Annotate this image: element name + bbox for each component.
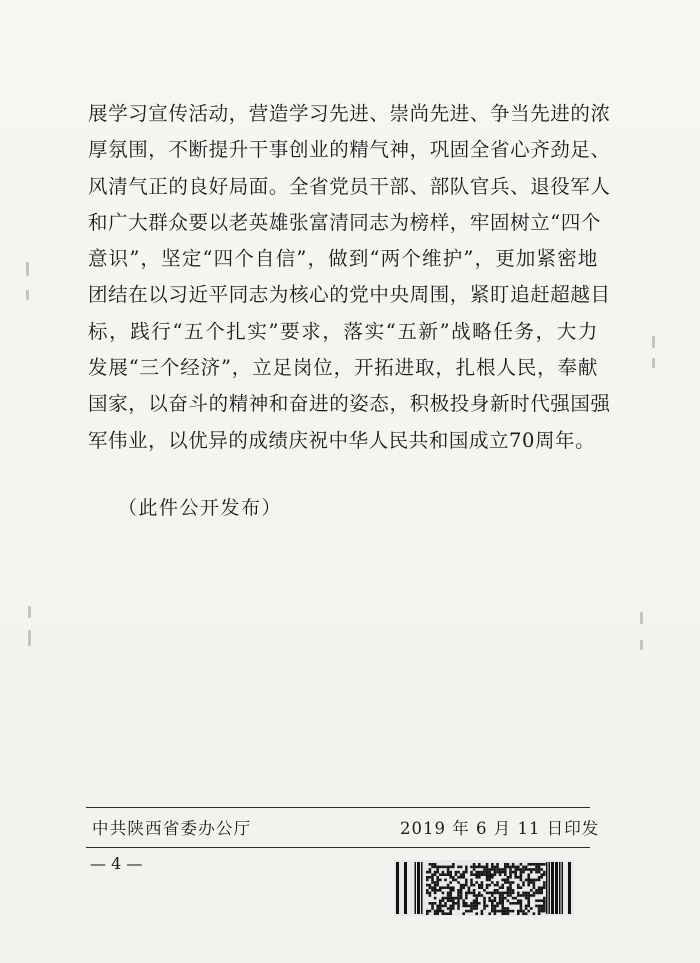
body-paragraph [88,96,611,459]
paragraph-line: 厚氛围，不断提升干事创业的精气神，巩固全省心齐劲足、 [88,138,611,162]
paragraph-line: 团结在以习近平同志为核心的党中央周围，紧盯追赶超越目 [88,283,611,307]
paragraph-line: 军伟业，以优异的成绩庆祝中华人民共和国成立70周年。 [88,428,596,452]
paragraph-line: 发展“三个经济”，立足岗位，开拓进取，扎根人民，奉献 [88,356,598,380]
paragraph-line: 展学习宣传活动，营造学习先进、崇尚先进、争当先进的浓 [88,102,611,125]
paragraph-line: 意识”，坚定“四个自信”，做到“两个维护”，更加紧密地 [88,247,598,271]
paragraph-line: 标，践行“五个扎实”要求，落实“五新”战略任务，大力 [88,319,598,343]
footer-bottom-rule [86,847,590,848]
paragraph-line: 和广大群众要以老英雄张富清同志为榜样，牢固树立“四个 [88,210,602,234]
paragraph-line: 风清气正的良好局面。全省党员干部、部队官兵、退役军人 [88,174,611,198]
scan-mark [640,612,643,624]
barcode-image [394,860,574,916]
print-date: 2019 年 6 月 11 日印发 [400,819,600,838]
publication-notice: （此件公开发布） [118,497,283,519]
scan-mark [652,358,655,368]
paragraph-line: 国家，以奋斗的精神和奋进的姿态，积极投身新时代强国强 [88,392,611,416]
scan-mark [26,290,29,300]
footer-top-rule [86,807,590,808]
barcode-graphic [394,860,574,916]
scan-mark [28,606,31,618]
scan-mark [640,640,643,650]
scan-mark [28,630,31,646]
scan-mark [26,262,29,276]
page-number: — 4 — [90,854,143,873]
scan-mark [652,336,655,348]
issuer-name: 中共陕西省委办公厅 [92,819,252,838]
